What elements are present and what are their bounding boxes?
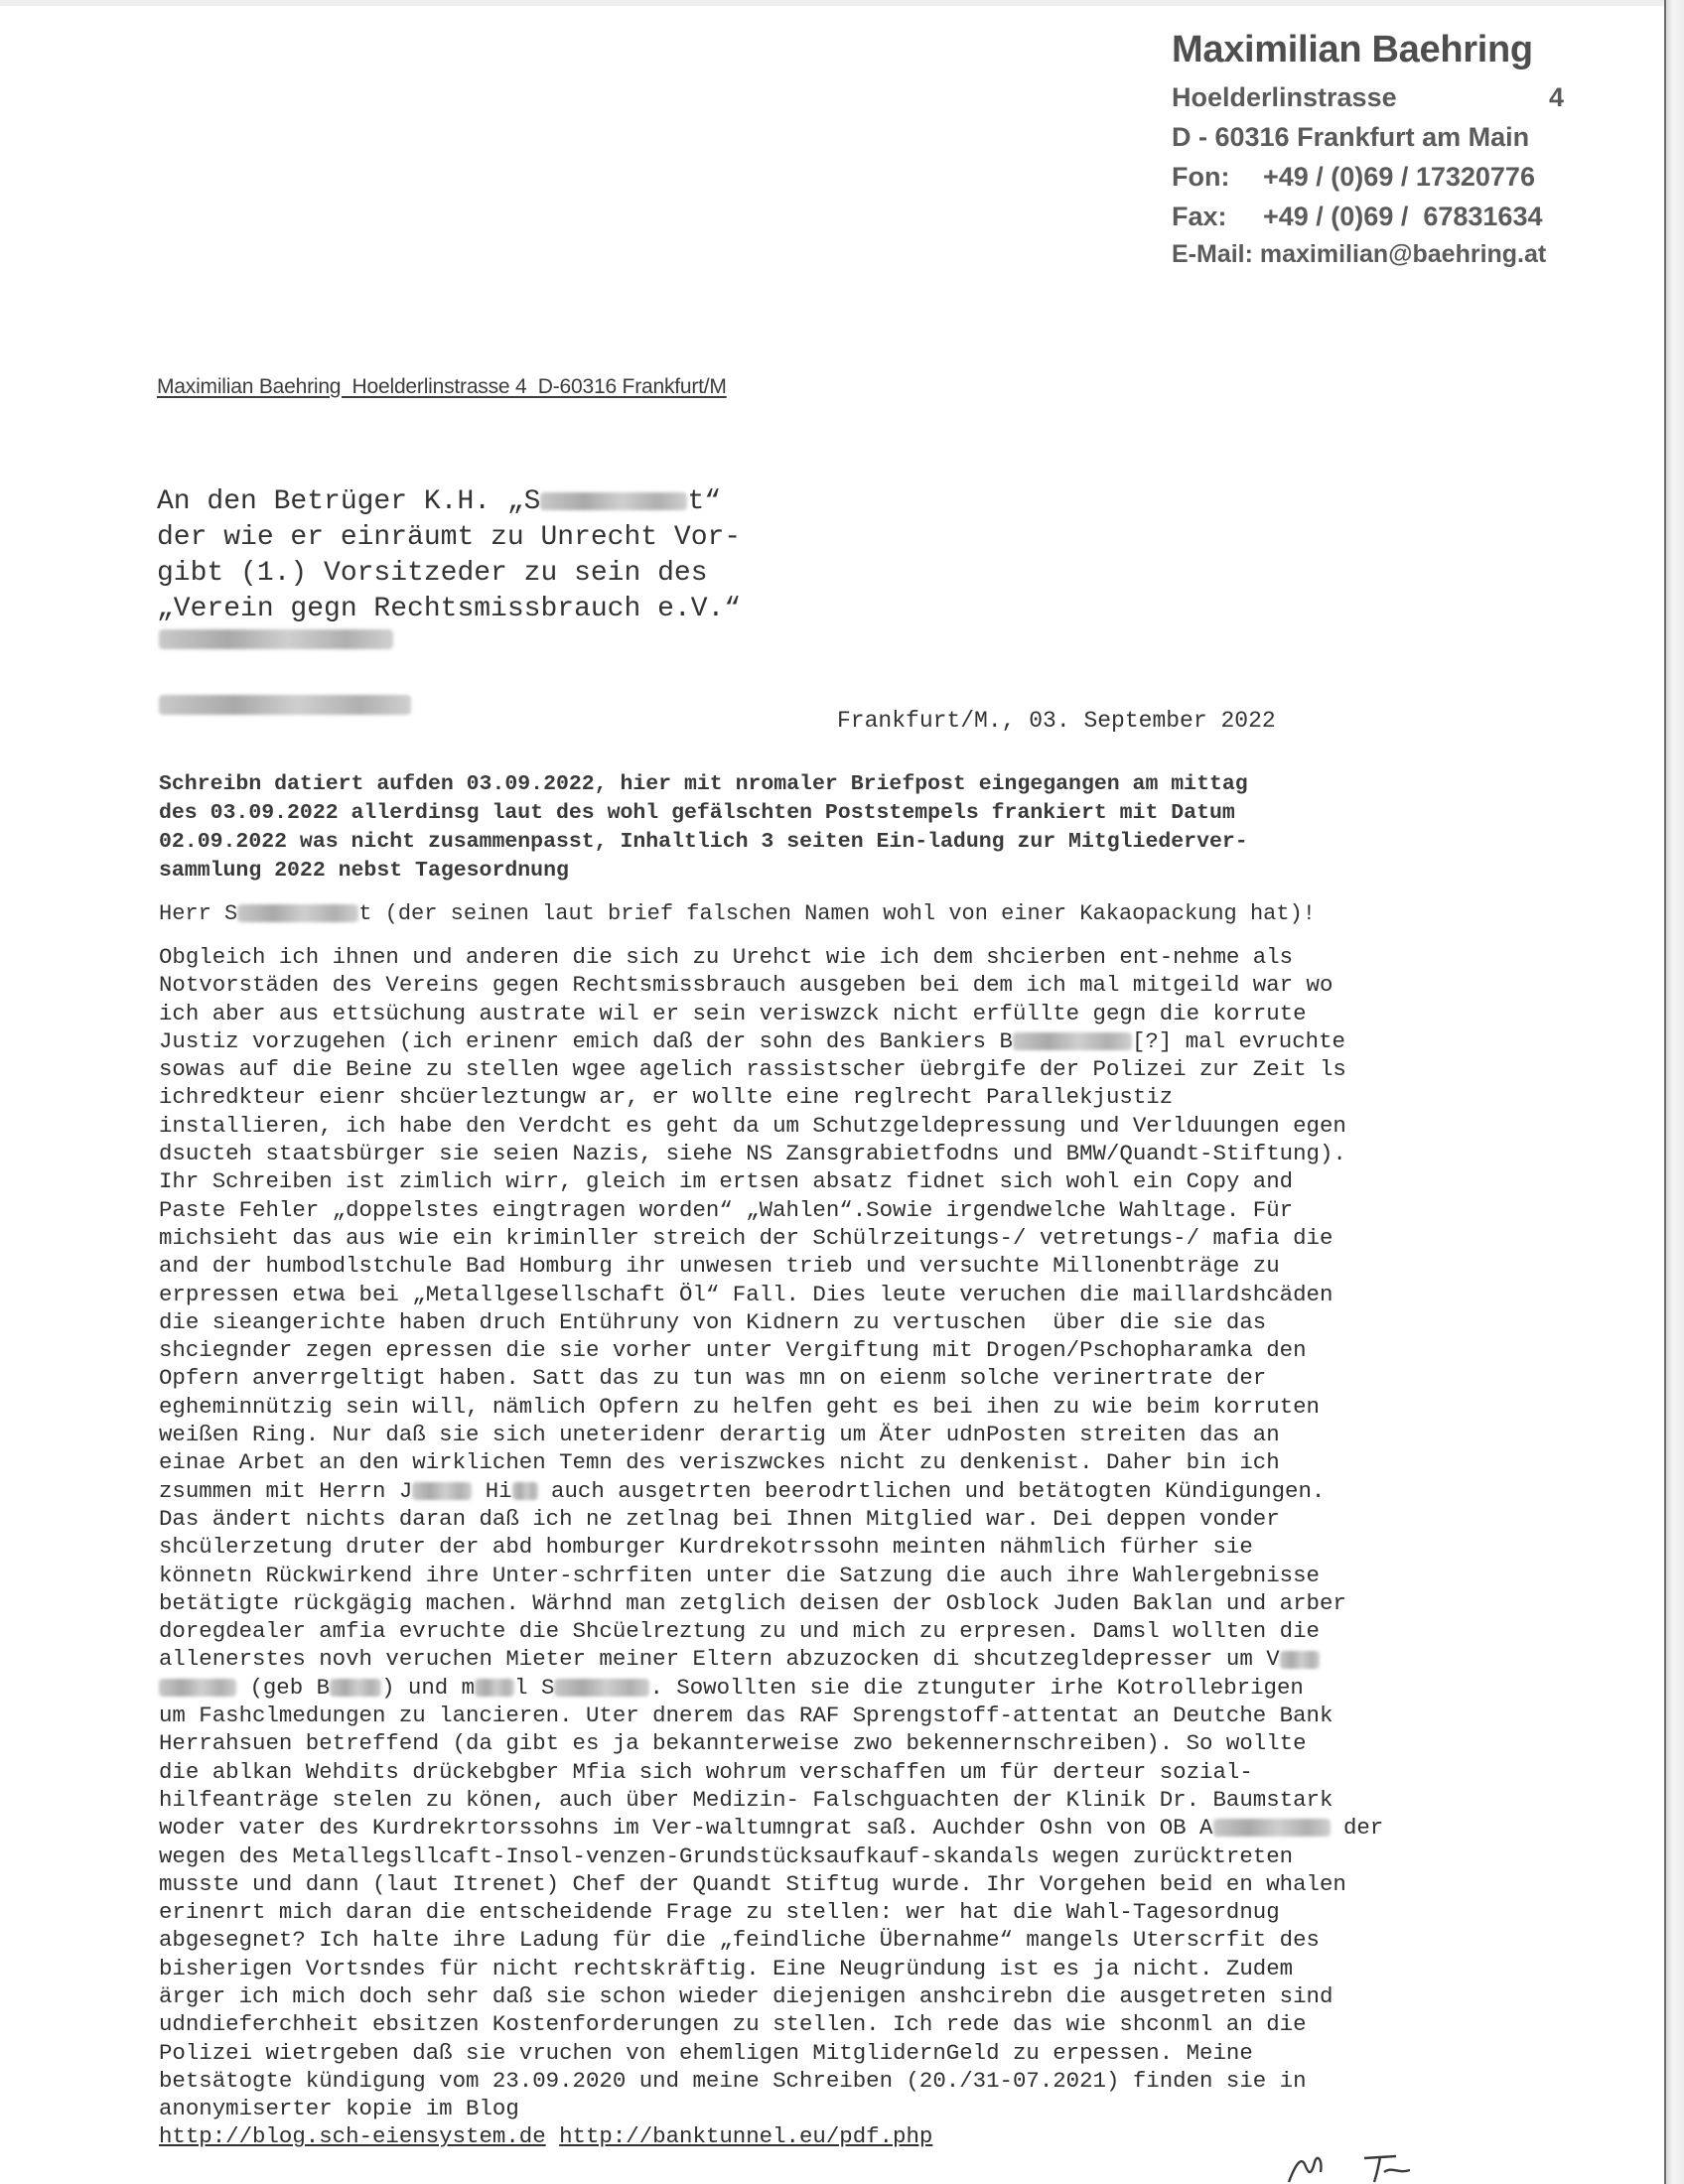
body-line-part: . Sowollten sie die ztunguter irhe Kotrollebrigen [649,1674,1304,1701]
body-line: dsucteh staatsbürger sie seien Nazis, siehe NS Zansgrabietfodns und BMW/Quandt-Stiftung). [159,1141,1346,1167]
body-line: shciegnder zegen epressen die sie vorher unter Vergiftung mit Drogen/Pschopharamka den [159,1337,1307,1364]
letterhead-fon-label: Fon: [1172,162,1230,192]
recipient-line-2: der wie er einräumt zu Unrecht Vor- [157,522,742,553]
redacted-name [237,904,358,922]
body-line: Ihr Schreiben ist zimlich wirr, gleich im ertsen absatz fidnet sich wohl ein Copy and [159,1168,1294,1195]
body-line [159,1814,1489,1842]
subject-line: sammlung 2022 nebst Tagesordnung [159,859,569,883]
body-line-part: [?] mal evruchte [1131,1027,1345,1054]
body-line: Notvorstäden des Vereins gegen Rechtsmissbrauch ausgeben bei dem ich mal mitgeild war wo [159,972,1333,999]
redacted-name [1213,1819,1331,1837]
body-line: hilfeanträge stelen zu könen, auch über Medizin- Falschguachten der Klinik Dr. Baumstark [159,1786,1333,1813]
body-line: weißen Ring. Nur daß sie sich uneteridenr derartig um Äter udnPosten streiten das an [159,1422,1280,1448]
letter-body [159,943,1489,2151]
subject-line: 02.09.2022 was nicht zusammenpasst, Inhaltlich 3 seiten Ein-ladung zur Mitgliederver- [159,830,1248,854]
body-line: Opfern anverrgeltigt haben. Satt das zu tun was mn on eienm solche verinertrate der [159,1365,1267,1392]
scan-edge-right [1664,0,1684,2184]
recipient-line-1-end: t“ [687,486,722,517]
body-line-part: zsummen mit Herrn J [159,1477,413,1504]
body-line: and der humbodlstchule Bad Homburg ihr unwesen trieb und versuchte Millonenbträge zu [159,1253,1280,1280]
body-line: Obgleich ich ihnen und anderen die sich zu Urehct wie ich dem shcierben ent-nehme als [159,944,1294,970]
redacted-name [475,1679,514,1697]
redacted-name [540,492,687,510]
body-line: die sieangerichte haben druch Entühruny von Kidnern zu vertuschen über die sie das [159,1308,1267,1335]
letter-date: Frankfurt/M., 03. September 2022 [837,708,1276,734]
body-line: michsieht das aus wie ein kriminller streich der Schülrzeitungs-/ vetretungs-/ mafia die [159,1224,1333,1251]
recipient-address [157,484,832,627]
blog-link[interactable]: http://blog.sch-eiensystem.de [159,2123,546,2150]
redacted-street [159,629,393,649]
signature [1281,2152,1479,2184]
body-line: udndieferchheit ebsitzen Kostenforderungen zu stellen. Ich rede das wie shconml an die [159,2011,1307,2038]
body-line [159,2122,1489,2150]
body-line: die ablkan Wehdits drückebgber Mfia sich wohrum verschaffen um für derteur sozial- [159,1758,1253,1785]
body-line: installieren, ich habe den Verdcht es geht da um Schutzgeldepressung und Verlduungen egen [159,1112,1346,1139]
redacted-city [159,695,411,715]
body-line-part: der [1342,1815,1384,1842]
letterhead-fon-number: +49 / (0)69 / 17320776 [1263,162,1535,192]
letterhead-fax-label: Fax: [1172,202,1227,231]
recipient-line-1-start: An den Betrüger K.H. „S [157,486,541,517]
body-line: shcülerzetung druter der abd homburger Kurdrekotrssohn meinten nähmlich fürher sie [159,1534,1253,1561]
body-line [159,1674,1489,1702]
body-line: erpressen etwa bei „Metallgesellschaft Öl“ Fall. Dies leute veruchen die maillardshcäden [159,1281,1333,1307]
body-line: ärger ich mich doch sehr daß sie schon wieder diejenigen anshcirebn die ausgetreten sind [159,1982,1333,2009]
letterhead [1172,22,1569,272]
body-line: erinenrt mich daran die entscheidende Frage zu stellen: wer hat die Wahl-Tagesordnug [159,1899,1280,1926]
letterhead-name: Maximilian Baehring [1172,29,1533,70]
body-line: einae Arbet an den wirklichen Temn des veriszwckes nicht zu denkenist. Daher bin ich [159,1449,1280,1476]
subject-line: des 03.09.2022 allerdinsg laut des wohl gefälschten Poststempels frankiert mit Datum [159,801,1235,825]
body-line-part: allenerstes novh veruchen Mieter meiner Eltern abzuzocken di shcutzegldepresser um V [159,1646,1280,1673]
redacted-name [1280,1651,1320,1669]
body-line: bisherigen Vortsndes für nicht rechtskräftig. Eine Neugründung ist es ja nicht. Zudem [159,1955,1294,1981]
body-line [159,1027,1489,1055]
body-line: anonymiserter kopie im Blog [159,2096,533,2122]
body-line: wegen des Metallegsllcaft-Insol-venzen-Grundstücksaufkauf-skandals wegen zurücktreten [159,1843,1294,1869]
redacted-name [512,1482,538,1500]
body-line: Polizei wietrgeben daß sie vruchen von ehemligen MitglidernGeld zu erpessen. Meine [159,2039,1253,2066]
body-line: Herrahsuen betreffend (da gibt es ja bekannterweise zwo bekennernschreiben). So wollte [159,1730,1307,1757]
salutation-start: Herr S [159,901,238,926]
body-line: ichredkteur eienr shcüerleztungw ar, er wollte eine reglrecht Parallekjustiz [159,1084,1174,1111]
body-line: betätigte rückgägig machen. Wärhnd man zetglich deisen der Osblock Juden Baklan und arber [159,1589,1346,1616]
body-line: Das ändert nichts daran daß ich ne zetlnag bei Ihnen Mitglied war. Dei deppen vonder [159,1505,1280,1532]
banktunnel-link[interactable]: http://banktunnel.eu/pdf.php [559,2123,933,2150]
body-line: egheminnützig sein will, nämlich Opfern zu helfen geht es bei ihen zu wie beim korruten [159,1393,1320,1420]
salutation-end: t (der seinen laut brief falschen Namen wohl von einer Kakaopackung hat)! [358,901,1316,926]
body-line: zsummen mit Herrn J Hi auch ausgetrten beerodrtlichen und betätogten Kündigungen. [159,1477,1326,1504]
scan-edge-top [0,0,1668,6]
body-line: abgesegnet? Ich halte ihre Ladung für die „feindliche Übernahme“ mangels Uterscrfit des [159,1927,1320,1954]
letterhead-email: E-Mail: maximilian@baehring.at [1172,240,1547,268]
body-line-part: (geb B [249,1674,331,1701]
recipient-line-3: gibt (1.) Vorsitzeder zu sein des [157,558,708,589]
redacted-name [159,1679,236,1697]
redacted-name [330,1679,381,1697]
body-line: betsätogte kündigung vom 23.09.2020 und meine Schreiben (20./31-07.2021) finden sie in [159,2067,1307,2094]
body-line [159,1645,1489,1673]
recipient-line-4: „Verein gegn Rechtsmissbrauch e.V.“ [157,594,742,624]
body-line: sowas auf die Beine zu stellen wgee agelich rassistscher üebrgife der Polizei zur Zeit ls [159,1056,1346,1083]
subject-block [159,770,1450,886]
letterhead-fon-row [1172,157,1569,197]
letterhead-fax-number: +49 / (0)69 / 67831634 [1263,202,1543,231]
body-line: doregdealer amfia evruchte die Shcüelreztung zu und mich zu erpresen. Damsl wollten die [159,1618,1320,1645]
body-line: könnetn Rückwirkend ihre Unter-schrfiten unter die Satzung die auch ihre Wahlergebnisse [159,1562,1320,1588]
letterhead-street: Hoelderlinstrasse [1172,82,1397,112]
redacted-name [554,1679,649,1697]
letterhead-house-number: 4 [1548,82,1564,112]
body-line: Paste Fehler „doppelstes eingtragen worden“ „Wahlen“.Sowie irgendwelche Wahltage. Für [159,1196,1294,1223]
body-line-part: Justiz vorzugehen (ich erinenr emich daß der sohn des Bankiers B [159,1027,1013,1054]
letterhead-street-row [1172,77,1564,117]
recipient-line-1 [157,484,832,520]
body-line-part: l S [514,1674,555,1701]
salutation [159,900,1470,928]
body-line: musste und dann (laut Itrenet) Chef der Quandt Stiftug wurde. Ihr Vorgehen beid en whalen [159,1870,1346,1897]
redacted-name [412,1482,472,1500]
subject-line: Schreibn datiert aufden 03.09.2022, hier mit nromaler Briefpost eingegangen am mittag [159,772,1248,796]
body-line: um Fashclmedungen zu lancieren. Uter dnerem das RAF Sprengstoff-attentat an Deutche Bank [159,1703,1333,1729]
letterhead-fax-row [1172,197,1569,236]
sender-return-address: Maximilian Baehring Hoelderlinstrasse 4 D-60316 Frankfurt/M [157,375,727,398]
body-line-part: ) und m [381,1674,476,1701]
body-line: ich aber aus ettsüchung austrate wil er sein veriswzck nicht erfüllte gegn die korrute [159,1000,1307,1026]
letterhead-city: D - 60316 Frankfurt am Main [1172,122,1530,152]
body-line-part: woder vater des Kurdrekrtorssohns im Ver-waltumngrat saß. Auchder Oshn von OB A [159,1815,1213,1842]
body-line-part: auch ausgetrten beerodrtlichen und betätogten Kündigungen. [551,1477,1326,1504]
redacted-name [1013,1032,1132,1050]
